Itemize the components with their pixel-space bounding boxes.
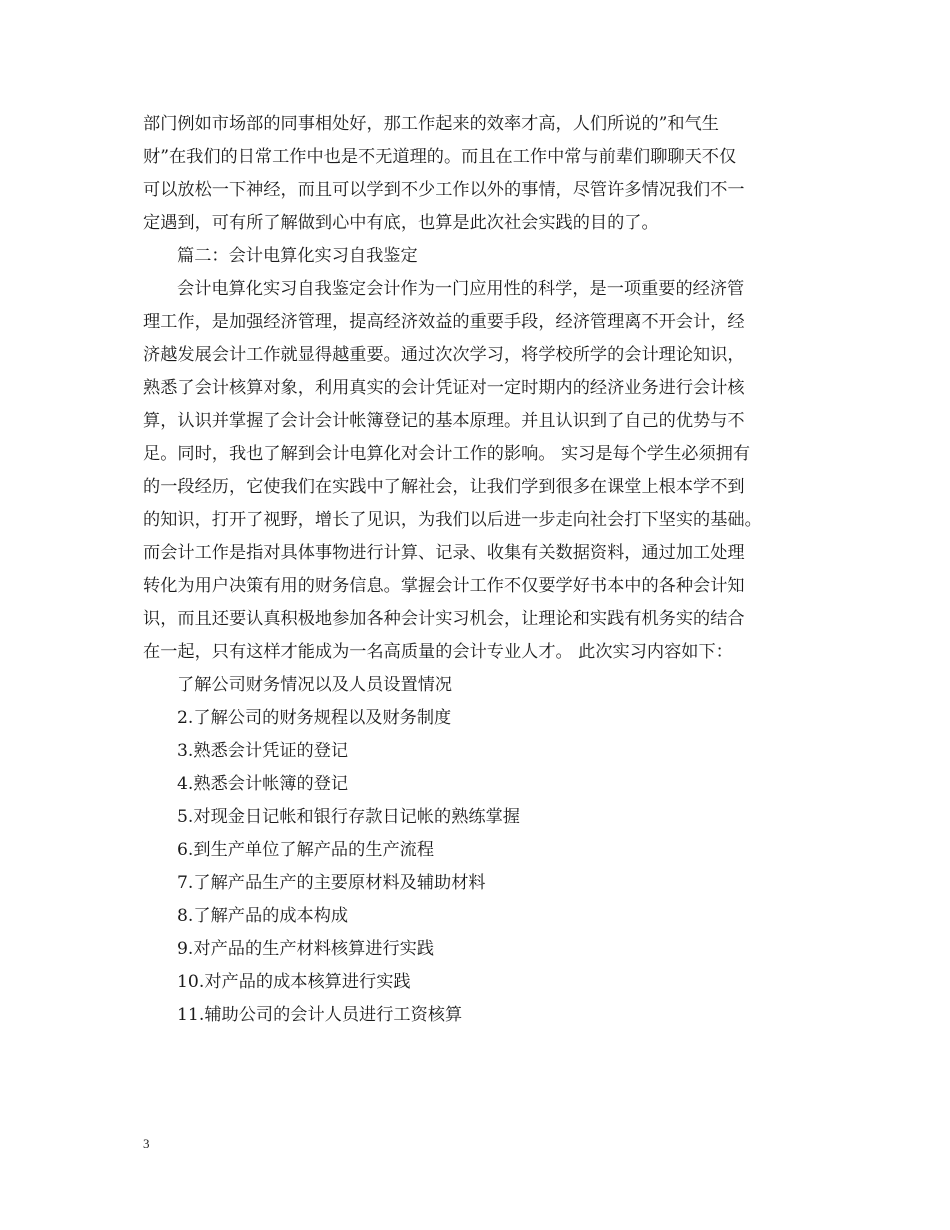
list-item: 了解公司财务情况以及人员设置情况 <box>177 675 453 695</box>
paragraph-line: 部门例如市场部的同事相处好，那工作起来的效率才高，人们所说的”和气生 <box>143 114 719 134</box>
paragraph-line: 财”在我们的日常工作中也是不无道理的。而且在工作中常与前辈们聊聊天不仅 <box>143 147 737 167</box>
paragraph-line: 熟悉了会计核算对象，利用真实的会计凭证对一定时期内的经济业务进行会计核 <box>143 378 745 398</box>
paragraph-line: 定遇到，可有所了解做到心中有底，也算是此次社会实践的目的了。 <box>143 213 659 233</box>
list-item: 6.到生产单位了解产品的生产流程 <box>177 840 435 860</box>
list-item: 7.了解产品生产的主要原材料及辅助材料 <box>177 873 486 893</box>
list-item: 4.熟悉会计帐簿的登记 <box>177 774 349 794</box>
list-item: 3.熟悉会计凭证的登记 <box>177 741 349 761</box>
paragraph-line: 足。同时，我也了解到会计电算化对会计工作的影响。 实习是每个学生必须拥有 <box>143 444 751 464</box>
list-item: 2.了解公司的财务规程以及财务制度 <box>177 708 452 728</box>
paragraph-line: 而会计工作是指对具体事物进行计算、记录、收集有关数据资料，通过加工处理 <box>143 543 745 563</box>
list-item: 8.了解产品的成本构成 <box>177 906 349 926</box>
list-item: 10.对产品的成本核算进行实践 <box>177 972 411 992</box>
list-item: 5.对现金日记帐和银行存款日记帐的熟练掌握 <box>177 807 520 827</box>
paragraph-line: 转化为用户决策有用的财务信息。掌握会计工作不仅要学好书本中的各种会计知 <box>143 576 745 596</box>
paragraph-line: 在一起，只有这样才能成为一名高质量的会计专业人才。 此次实习内容如下： <box>143 642 733 662</box>
list-item: 11.辅助公司的会计人员进行工资核算 <box>177 1005 463 1025</box>
page-number: 3 <box>143 1136 150 1151</box>
paragraph-line: 的知识，打开了视野，增长了见识，为我们以后进一步走向社会打下坚实的基础。 <box>143 510 762 530</box>
list-item: 9.对产品的生产材料核算进行实践 <box>177 939 435 959</box>
section-heading: 篇二：会计电算化实习自我鉴定 <box>177 246 418 266</box>
paragraph-line: 可以放松一下神经，而且可以学到不少工作以外的事情，尽管许多情况我们不一 <box>143 180 745 200</box>
paragraph-line: 理工作，是加强经济管理，提高经济效益的重要手段，经济管理离不开会计，经 <box>143 312 745 332</box>
paragraph-line: 算，认识并掌握了会计会计帐簿登记的基本原理。并且认识到了自己的优势与不 <box>143 411 745 431</box>
paragraph-line: 济越发展会计工作就显得越重要。通过次次学习，将学校所学的会计理论知识， <box>143 345 745 365</box>
paragraph-line: 会计电算化实习自我鉴定会计作为一门应用性的科学，是一项重要的经济管 <box>177 279 745 299</box>
paragraph-line: 的一段经历，它使我们在实践中了解社会，让我们学到很多在课堂上根本学不到 <box>143 477 745 497</box>
paragraph-line: 识，而且还要认真积极地参加各种会计实习机会，让理论和实践有机务实的结合 <box>143 609 745 629</box>
